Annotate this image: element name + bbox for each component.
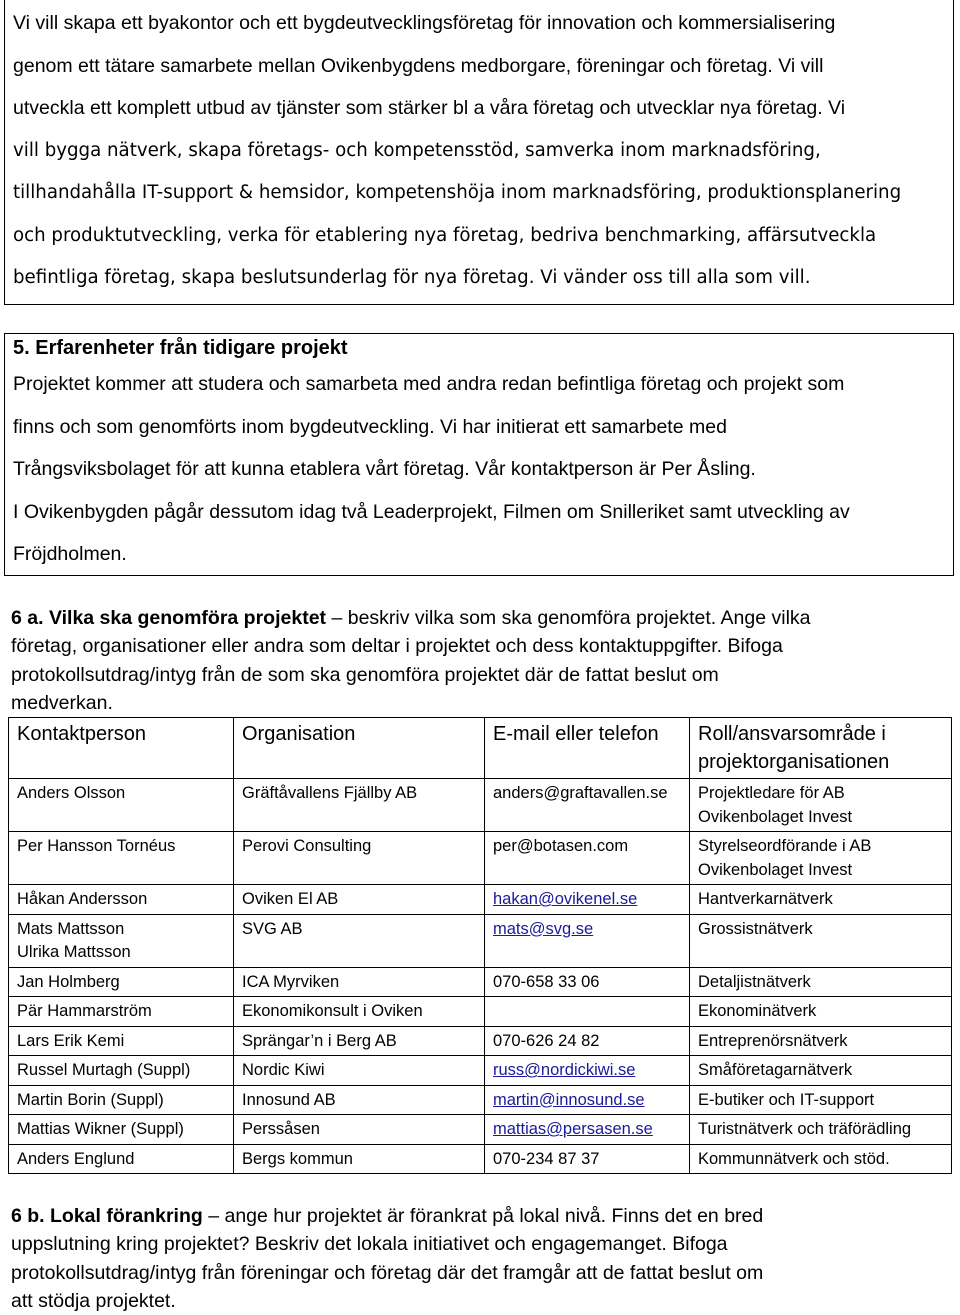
cell-role [690, 1026, 952, 1056]
role-text: Hantverkarnätverk [698, 890, 833, 908]
participants-table [8, 717, 952, 1174]
cell-contact: 070-626 24 82 [485, 1026, 690, 1056]
person-name: Mats Mattsson [17, 919, 125, 938]
table-row [9, 914, 952, 967]
role-text: Projektledare för AB [698, 784, 845, 802]
question-6b-text: ange hur projektet är förankrat på lokal nivå. Finns det en bred [224, 1205, 764, 1227]
section-5-title: 5. Erfarenheter från tidigare projekt [13, 337, 348, 359]
section-5-line: finns och som genomförts inom bygdeutveckling. Vi har initierat ett samarbete med [13, 415, 727, 438]
cell-role [690, 779, 952, 832]
cell-person [9, 1144, 234, 1174]
role-text: Kommunnätverk och stöd. [698, 1149, 890, 1168]
cell-role [690, 1085, 952, 1115]
role-text: Turistnätverk och träförädling [698, 1120, 912, 1138]
person-name-2: Ulrika Mattsson [17, 943, 131, 961]
question-6a-line: företag, organisationer eller andra som deltar i projektet och dess kontaktuppgifter. Bifoga [11, 635, 783, 658]
question-6a-heading: Vilka ska genomföra projektet [48, 607, 327, 629]
cell-organisation: Ekonomikonsult i Oviken [234, 997, 485, 1027]
intro-text-box [4, 0, 954, 305]
person-name: Per Hansson Tornéus [17, 837, 176, 855]
cell-contact [485, 1085, 690, 1115]
role-text: Detaljistnätverk [698, 972, 811, 991]
email-link[interactable]: hakan@ovikenel.se [493, 890, 638, 908]
intro-line: vill bygga nätverk, skapa företags- och kompetensstöd, samverka inom marknadsföring, [13, 139, 821, 161]
cell-person [9, 1026, 234, 1056]
email-link[interactable]: martin@innosund.se [493, 1090, 645, 1109]
cell-organisation: SVG AB [234, 914, 485, 967]
cell-contact: 070-658 33 06 [485, 967, 690, 997]
cell-organisation: Bergs kommun [234, 1144, 485, 1174]
question-6a-text: beskriv vilka som ska genomföra projektet. Ange vilka [347, 607, 811, 629]
cell-role [690, 1144, 952, 1174]
role-text: Styrelseordförande i AB [698, 837, 872, 855]
header-role [690, 718, 952, 779]
table-row [9, 997, 952, 1027]
table-header-row [9, 718, 952, 779]
question-6a [11, 604, 951, 717]
cell-organisation: Perssåsen [234, 1115, 485, 1145]
header-kontaktperson: Kontaktperson [9, 718, 234, 779]
cell-person [9, 885, 234, 915]
cell-role [690, 967, 952, 997]
question-6a-line: medverkan. [11, 691, 113, 714]
role-text: Grossistnätverk [698, 919, 813, 938]
question-6a-line: protokollsutdrag/intyg från de som ska genomföra projektet där de fattat beslut om [11, 663, 719, 686]
intro-line: tillhandahålla IT-support & hemsidor, kompetenshöja inom marknadsföring, produktionsplanering [13, 182, 902, 203]
question-6b-number: 6 b. [11, 1205, 45, 1227]
table-row [9, 1115, 952, 1145]
cell-role [690, 914, 952, 967]
cell-organisation: Oviken El AB [234, 885, 485, 915]
intro-line: utveckla ett komplett utbud av tjänster som stärker bl a våra företag och utvecklar nya företag. Vi [13, 97, 846, 119]
table-row [9, 1026, 952, 1056]
question-6b [11, 1202, 951, 1315]
person-name: Lars Erik Kemi [17, 1031, 125, 1050]
role-text: Entreprenörsnätverk [698, 1031, 848, 1050]
cell-contact: anders@graftavallen.se [485, 779, 690, 832]
intro-line: Vi vill skapa ett byakontor och ett bygdeutvecklingsföretag för innovation och kommersialisering [13, 12, 836, 34]
person-name: Anders Olsson [17, 784, 126, 802]
cell-person [9, 914, 234, 967]
role-text: E-butiker och IT-support [698, 1090, 875, 1109]
question-6b-heading: Lokal förankring [50, 1205, 203, 1227]
cell-contact [485, 885, 690, 915]
section-5-line: Projektet kommer att studera och samarbeta med andra redan befintliga företag och projekt som [13, 373, 845, 395]
cell-organisation: Gräftåvallens Fjällby AB [234, 779, 485, 832]
email-link[interactable]: mats@svg.se [493, 919, 594, 938]
cell-person [9, 1056, 234, 1086]
table-row [9, 885, 952, 915]
question-6b-line: protokollsutdrag/intyg från föreningar och företag där det framgår att de fattat beslut om [11, 1261, 764, 1284]
role-text-2: Ovikenbolaget Invest [698, 860, 853, 879]
table-row [9, 1056, 952, 1086]
header-contact: E-mail eller telefon [485, 718, 690, 779]
person-name: Martin Borin (Suppl) [17, 1090, 164, 1109]
role-text: Småföretagarnätverk [698, 1061, 853, 1079]
question-6b-line: att stödja projektet. [11, 1289, 176, 1312]
cell-contact [485, 1115, 690, 1145]
question-6a-line1 [11, 604, 951, 632]
cell-contact [485, 914, 690, 967]
header-organisation: Organisation [234, 718, 485, 779]
cell-person [9, 832, 234, 885]
table-row [9, 832, 952, 885]
cell-contact [485, 997, 690, 1027]
table-row [9, 779, 952, 832]
cell-role [690, 832, 952, 885]
person-name: Pär Hammarström [17, 1002, 152, 1020]
cell-contact [485, 1056, 690, 1086]
cell-role [690, 997, 952, 1027]
role-text: Ekonominätverk [698, 1002, 817, 1020]
table-row [9, 967, 952, 997]
section-5-line: Fröjdholmen. [13, 543, 127, 565]
person-name: Håkan Andersson [17, 890, 148, 908]
cell-organisation: Nordic Kiwi [234, 1056, 485, 1086]
cell-person [9, 1115, 234, 1145]
cell-person [9, 997, 234, 1027]
section-5-line: I Ovikenbygden pågår dessutom idag två Leaderprojekt, Filmen om Snilleriket samt utveckling av [13, 500, 850, 523]
question-6a-dash: – [326, 607, 348, 629]
cell-contact: per@botasen.com [485, 832, 690, 885]
cell-organisation: Perovi Consulting [234, 832, 485, 885]
cell-organisation: Sprängar’n i Berg AB [234, 1026, 485, 1056]
cell-role [690, 1056, 952, 1086]
question-6b-dash: – [202, 1205, 225, 1227]
section-5-box [4, 333, 954, 576]
cell-person [9, 1085, 234, 1115]
cell-person [9, 779, 234, 832]
header-role-line1: Roll/ansvarsområde i [698, 723, 886, 745]
cell-person [9, 967, 234, 997]
question-6b-line1 [11, 1202, 951, 1230]
table-row [9, 1144, 952, 1174]
intro-line: befintliga företag, skapa beslutsunderlag för nya företag. Vi vänder oss till alla som vill. [13, 267, 811, 288]
email-link[interactable]: mattias@persasen.se [493, 1120, 653, 1138]
person-name: Jan Holmberg [17, 972, 120, 991]
table-row [9, 1085, 952, 1115]
cell-role [690, 885, 952, 915]
intro-line: och produktutveckling, verka för etablering nya företag, bedriva benchmarking, affärsutveckla [13, 224, 877, 246]
person-name: Russel Murtagh (Suppl) [17, 1061, 191, 1079]
header-role-line2: projektorganisationen [698, 751, 890, 773]
section-5-line: Trångsviksbolaget för att kunna etablera vårt företag. Vår kontaktperson är Per Åsling. [13, 458, 756, 480]
role-text-2: Ovikenbolaget Invest [698, 807, 853, 826]
question-6a-number: 6 a. [11, 607, 44, 629]
cell-contact: 070-234 87 37 [485, 1144, 690, 1174]
intro-line: genom ett tätare samarbete mellan Ovikenbygdens medborgare, föreningar och företag. Vi vill [13, 54, 824, 77]
cell-organisation: ICA Myrviken [234, 967, 485, 997]
person-name: Mattias Wikner (Suppl) [17, 1120, 184, 1138]
cell-organisation: Innosund AB [234, 1085, 485, 1115]
cell-role [690, 1115, 952, 1145]
person-name: Anders Englund [17, 1149, 135, 1168]
email-link[interactable]: russ@nordickiwi.se [493, 1061, 636, 1079]
question-6b-line: uppslutning kring projektet? Beskriv det lokala initiativet och engagemanget. Bifoga [11, 1233, 728, 1256]
